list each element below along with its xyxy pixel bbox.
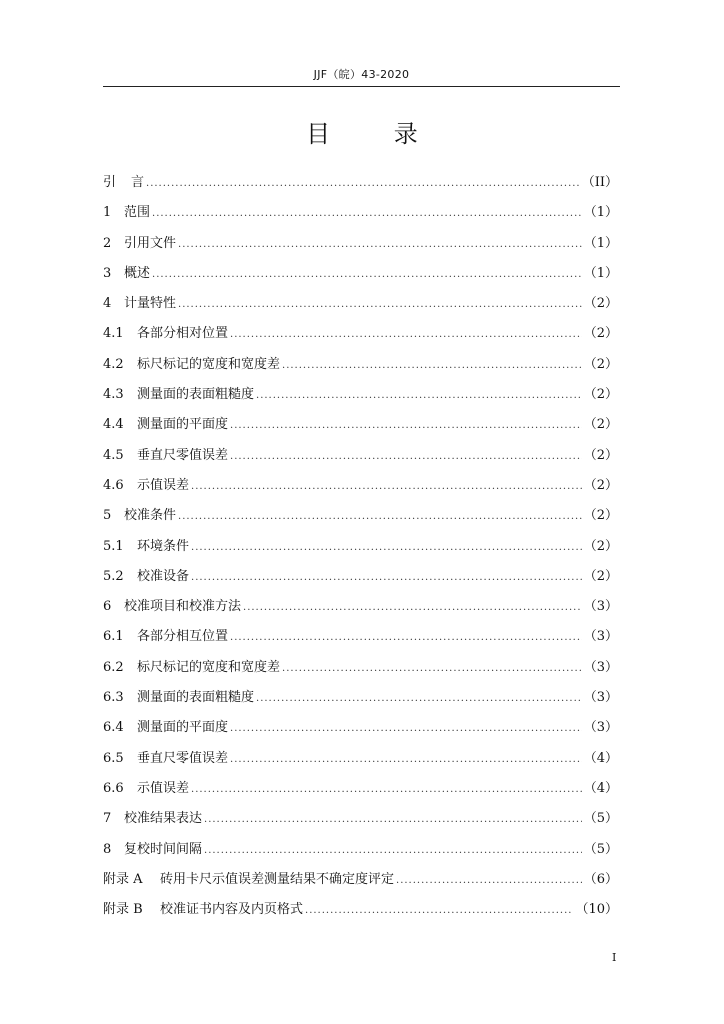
toc-entry-title: 范围: [124, 205, 151, 221]
toc-entry[interactable]: [103, 471, 618, 501]
toc-entry-number: 4.6: [103, 477, 124, 493]
toc-entry[interactable]: [103, 683, 618, 713]
toc-entry[interactable]: [103, 653, 618, 683]
toc-dot-leader: [396, 866, 582, 896]
toc-entry-number: 引: [103, 175, 117, 190]
toc-entry[interactable]: [103, 804, 618, 834]
toc-entry-title: 校准结果表达: [124, 811, 203, 827]
toc-entry[interactable]: [103, 532, 618, 562]
toc-dot-leader: [282, 654, 582, 684]
toc-entry[interactable]: [103, 319, 618, 349]
toc-dot-leader: [178, 230, 582, 260]
toc-entry[interactable]: [103, 622, 618, 652]
toc-entry-page: （2）: [583, 417, 618, 433]
toc-entry-number: 附录 A: [103, 871, 143, 887]
toc-dot-leader: [230, 411, 582, 441]
toc-entry-title: 测量面的平面度: [137, 720, 229, 736]
toc-entry-number: 5: [103, 508, 112, 524]
toc-entry[interactable]: [103, 441, 618, 471]
toc-entry-page: （6）: [583, 871, 618, 887]
toc-entry-number: 1: [103, 205, 112, 221]
toc-entry-number: 6: [103, 599, 112, 615]
toc-dot-leader: [191, 563, 582, 593]
toc-dot-leader: [178, 290, 582, 320]
toc-entry-title: 标尺标记的宽度和宽度差: [137, 659, 281, 675]
toc-entry-page: （3）: [583, 599, 618, 615]
toc-dot-leader: [230, 320, 582, 350]
toc-entry-page: （3）: [583, 690, 618, 706]
toc-entry-page: （5）: [583, 841, 618, 857]
toc-dot-leader: [282, 351, 582, 381]
toc-entry-number: 4.1: [103, 326, 124, 342]
toc-entry[interactable]: [103, 592, 618, 622]
toc-entry-page: （2）: [583, 356, 618, 372]
toc-entry-number: 7: [103, 811, 112, 827]
toc-entry-number: 4: [103, 296, 112, 312]
toc-dot-leader: [191, 472, 582, 502]
toc-entry[interactable]: [103, 562, 618, 592]
document-header-code: JJF（皖）43-2020: [103, 64, 620, 87]
toc-entry[interactable]: [103, 229, 618, 259]
toc-entry-page: （10）: [575, 902, 618, 918]
toc-entry-number: 4.4: [103, 417, 124, 433]
toc-entry[interactable]: [103, 744, 618, 774]
toc-entry-title: 计量特性: [124, 296, 177, 312]
toc-entry[interactable]: [103, 259, 618, 289]
toc-entry[interactable]: [103, 895, 618, 925]
toc-dot-leader: [230, 442, 582, 472]
toc-entry-title: 垂直尺零值误差: [137, 447, 229, 463]
toc-entry-page: （2）: [583, 568, 618, 584]
toc-entry-title: 引用文件: [124, 235, 177, 251]
toc-dot-leader: [230, 745, 582, 775]
toc-entry-page: （2）: [583, 326, 618, 342]
table-of-contents: [103, 168, 618, 925]
toc-entry-number: 6.3: [103, 690, 124, 706]
toc-entry-number: 4.2: [103, 356, 124, 372]
toc-entry-page: （2）: [583, 387, 618, 403]
toc-entry-page: （1）: [583, 265, 618, 281]
toc-entry-number: 附录 B: [103, 902, 143, 918]
toc-dot-leader: [191, 775, 582, 805]
toc-entry[interactable]: [103, 865, 618, 895]
toc-entry-number: 6.5: [103, 750, 124, 766]
toc-entry-title: 校准条件: [124, 508, 177, 524]
toc-entry-page: （3）: [583, 659, 618, 675]
toc-entry-page: （2）: [583, 296, 618, 312]
toc-entry-title: 测量面的平面度: [137, 417, 229, 433]
toc-entry-title: 砖用卡尺示值误差测量结果不确定度评定: [160, 871, 395, 887]
toc-entry-number: 6.6: [103, 780, 124, 796]
toc-entry-title: 言: [131, 175, 145, 190]
toc-entry-page: （4）: [583, 750, 618, 766]
toc-entry-page: （1）: [583, 235, 618, 251]
toc-entry[interactable]: [103, 380, 618, 410]
toc-entry-title: 环境条件: [137, 538, 190, 554]
toc-entry[interactable]: [103, 835, 618, 865]
toc-entry-page: （2）: [583, 477, 618, 493]
toc-dot-leader: [204, 836, 582, 866]
toc-dot-leader: [178, 502, 582, 532]
toc-dot-leader: [152, 260, 582, 290]
toc-entry-title: 复校时间间隔: [124, 841, 203, 857]
toc-entry-page: （2）: [583, 508, 618, 524]
toc-entry-title: 各部分相互位置: [137, 629, 229, 645]
toc-entry-title: 校准设备: [137, 568, 190, 584]
toc-entry-number: 3: [103, 265, 112, 281]
toc-entry-title: 标尺标记的宽度和宽度差: [137, 356, 281, 372]
toc-dot-leader: [230, 714, 582, 744]
toc-entry-number: 6.4: [103, 720, 124, 736]
toc-entry-number: 5.2: [103, 568, 124, 584]
toc-dot-leader: [230, 623, 582, 653]
toc-entry[interactable]: [103, 501, 618, 531]
toc-entry-number: 5.1: [103, 538, 124, 554]
toc-entry-page: （1）: [583, 205, 618, 221]
toc-entry-title: 校准证书内容及内页格式: [160, 902, 304, 918]
toc-entry-number: 8: [103, 841, 112, 857]
toc-entry[interactable]: [103, 198, 618, 228]
toc-entry-page: （4）: [583, 780, 618, 796]
toc-dot-leader: [305, 896, 573, 926]
toc-entry[interactable]: [103, 410, 618, 440]
toc-entry-number: 4.3: [103, 387, 124, 403]
toc-entry[interactable]: [103, 350, 618, 380]
toc-entry-page: （3）: [583, 629, 618, 645]
toc-dot-leader: [256, 381, 582, 411]
toc-entry-title: 垂直尺零值误差: [137, 750, 229, 766]
toc-entry-number: 6.1: [103, 629, 124, 645]
page-title: 目 录: [306, 120, 446, 148]
page-number: I: [612, 951, 617, 964]
toc-dot-leader: [152, 199, 582, 229]
toc-entry[interactable]: [103, 289, 618, 319]
toc-dot-leader: [146, 169, 580, 199]
toc-entry[interactable]: [103, 713, 618, 743]
toc-entry-page: （3）: [583, 720, 618, 736]
toc-entry-title: 测量面的表面粗糙度: [137, 690, 255, 706]
toc-entry-title: 概述: [124, 265, 151, 281]
toc-dot-leader: [204, 805, 582, 835]
toc-entry-number: 4.5: [103, 447, 124, 463]
toc-entry-title: 示值误差: [137, 477, 190, 493]
toc-entry-number: 6.2: [103, 659, 124, 675]
toc-dot-leader: [256, 684, 582, 714]
toc-entry[interactable]: [103, 774, 618, 804]
toc-entry[interactable]: [103, 168, 618, 198]
toc-entry-page: （2）: [583, 538, 618, 554]
toc-entry-title: 校准项目和校准方法: [124, 599, 242, 615]
toc-entry-page: （II）: [581, 175, 618, 190]
toc-entry-number: 2: [103, 235, 112, 251]
toc-entry-title: 测量面的表面粗糙度: [137, 387, 255, 403]
toc-entry-title: 各部分相对位置: [137, 326, 229, 342]
toc-entry-page: （5）: [583, 811, 618, 827]
toc-dot-leader: [243, 593, 582, 623]
toc-entry-title: 示值误差: [137, 780, 190, 796]
toc-dot-leader: [191, 533, 582, 563]
toc-entry-page: （2）: [583, 447, 618, 463]
